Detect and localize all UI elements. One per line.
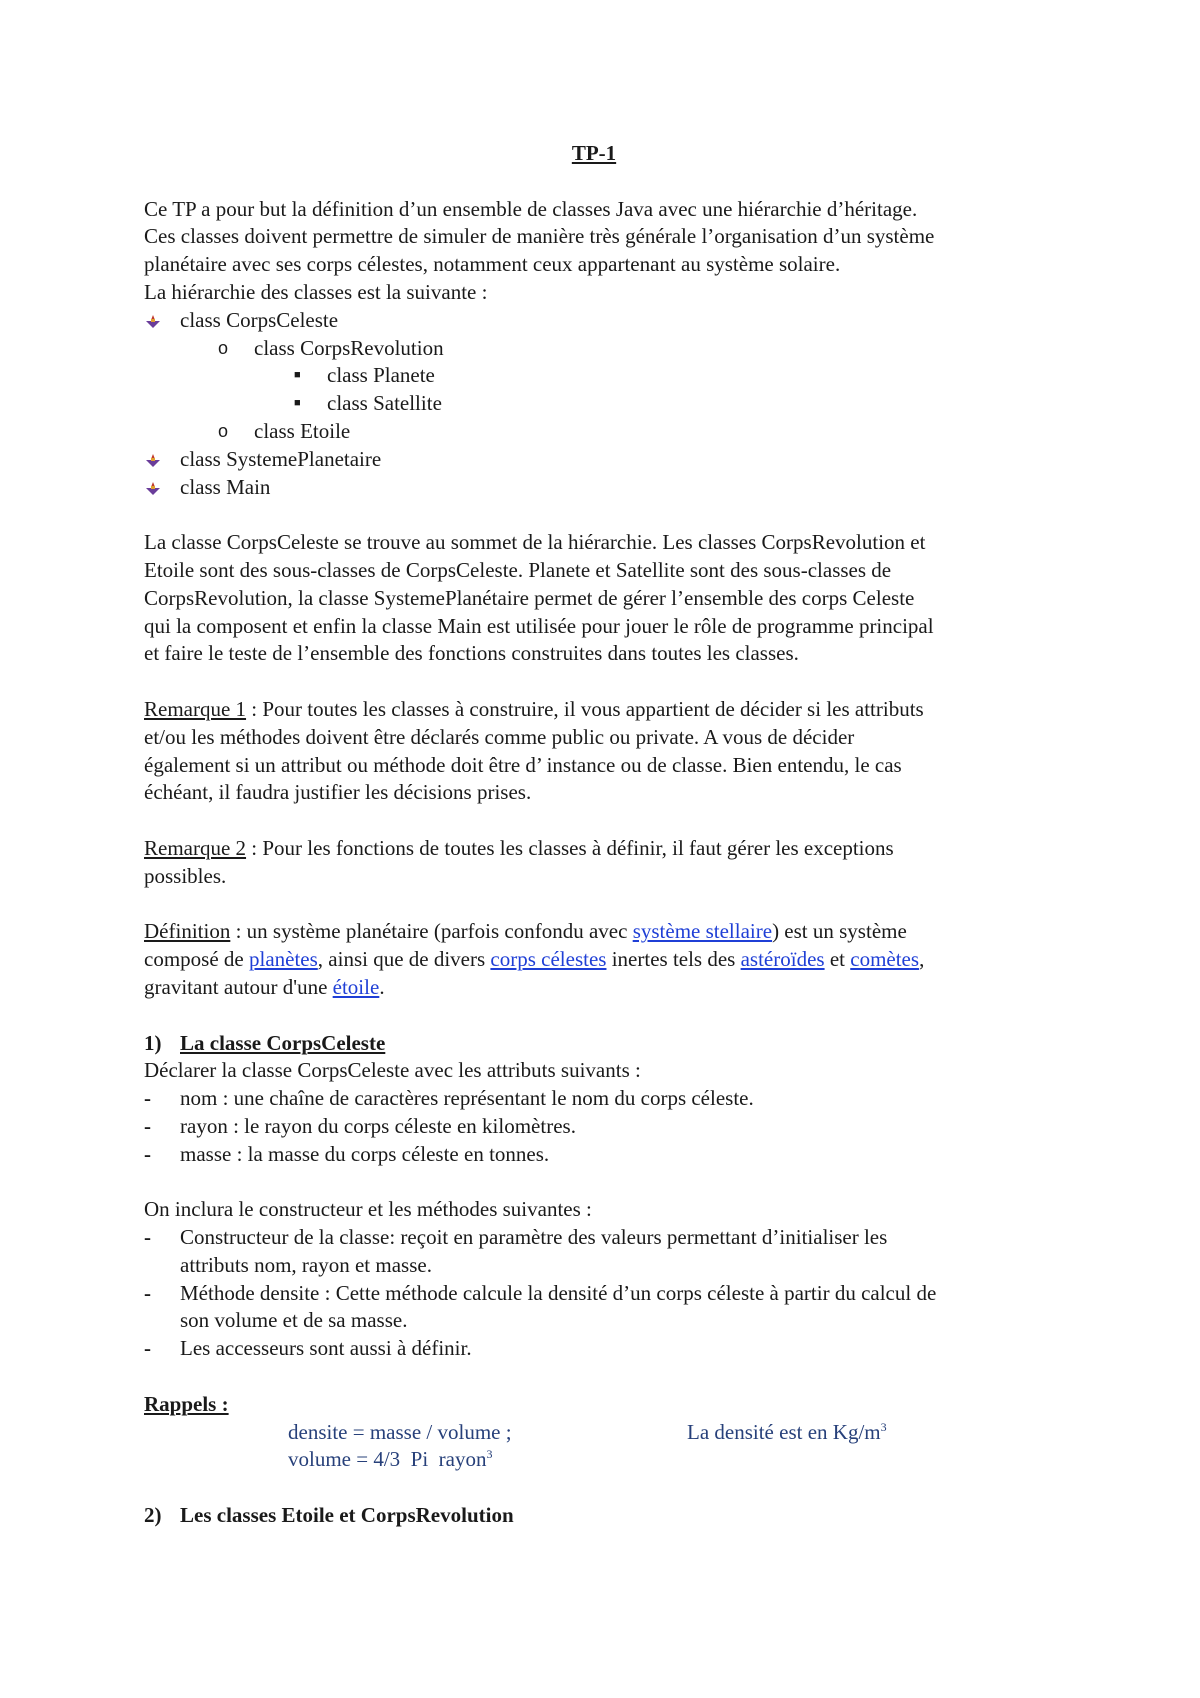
method-item: - Les accesseurs sont aussi à définir. (144, 1336, 472, 1361)
square-bullet-icon: ■ (294, 397, 301, 410)
hierarchy-item: ■ class Satellite (144, 390, 1064, 418)
methods-intro: On inclura le constructeur et les méthodes suivantes : (144, 1197, 592, 1222)
attribute-item: - masse : la masse du corps céleste en tonnes. (144, 1141, 550, 1166)
link-planetes[interactable]: planètes (248, 947, 318, 972)
remark-1-line: échéant, il faudra justifier les décisions prises. (144, 780, 532, 805)
definition-label: Définition (144, 919, 231, 944)
square-bullet-icon: ■ (294, 369, 301, 382)
method-item-cont: son volume et de sa masse. (180, 1308, 408, 1333)
link-systeme-stellaire[interactable]: système stellaire (632, 919, 773, 944)
definition-line: Définition : un système planétaire (parfois confondu avec système stellaire) est un système (144, 919, 907, 944)
section-1-intro: Déclarer la classe CorpsCeleste avec les attributs suivants : (144, 1058, 641, 1083)
description-line: La classe CorpsCeleste se trouve au sommet de la hiérarchie. Les classes CorpsRevolution et (144, 530, 926, 555)
intro-line: Ce TP a pour but la définition d’un ensemble de classes Java avec une hiérarchie d’héritage. (144, 196, 918, 221)
page-title: TP-1 (571, 141, 617, 165)
formula-density: densite = masse / volume ; La densité est en $Kg/m^3$ (144, 1419, 1064, 1447)
circle-bullet-icon: o (218, 337, 229, 358)
arrow-bullet-icon (146, 482, 160, 496)
definition-line: gravitant autour d'une étoile. (144, 974, 385, 999)
remark-1-line: également si un attribut ou méthode doit être d’ instance ou de classe. Bien entendu, le cas (144, 752, 902, 777)
document-page (144, 140, 1064, 1530)
link-asteroides[interactable]: astéroïdes (740, 947, 825, 972)
section-1-title: La classe CorpsCeleste (180, 1030, 386, 1055)
hierarchy-item: o class Etoile (144, 418, 1064, 446)
intro-line: planétaire avec ses corps célestes, notamment ceux appartenant au système solaire. (144, 252, 841, 277)
attribute-item: - rayon : le rayon du corps céleste en kilomètres. (144, 1113, 576, 1138)
link-etoile[interactable]: étoile (332, 974, 380, 999)
arrow-bullet-icon (146, 315, 160, 329)
remark-1-line: et/ou les méthodes doivent être déclarés comme public ou private. A vous de décider (144, 724, 855, 749)
intro-line: La hiérarchie des classes est la suivante : (144, 279, 488, 304)
attribute-item: - nom : une chaîne de caractères représentant le nom du corps céleste. (144, 1086, 754, 1111)
description-line: et faire le teste de l’ensemble des fonctions construites dans toutes les classes. (144, 641, 799, 666)
hierarchy-item: class CorpsCeleste (144, 307, 1064, 335)
hierarchy-item: o class CorpsRevolution (144, 335, 1064, 363)
method-item: - Constructeur de la classe: reçoit en paramètre des valeurs permettant d’initialiser les (144, 1225, 888, 1250)
definition-line: composé de planètes, ainsi que de divers corps célestes inertes tels des astéroïdes et comètes, (144, 947, 925, 972)
hierarchy-item: class SystemePlanetaire (144, 446, 1064, 474)
link-cometes[interactable]: comètes (850, 947, 920, 972)
section-2-heading: 2) Les classes Etoile et CorpsRevolution (144, 1503, 514, 1528)
intro-line: Ces classes doivent permettre de simuler de manière très générale l’organisation d’un système (144, 224, 935, 249)
rappels-label: Rappels : (144, 1391, 229, 1416)
method-item: - Méthode densite : Cette méthode calcule la densité d’un corps céleste à partir du calcul de (144, 1280, 937, 1305)
remark-2: Remarque 2 : Pour les fonctions de toutes les classes à définir, il faut gérer les exceptions (144, 835, 894, 860)
remark-2-line: possibles. (144, 863, 227, 888)
link-corps-celestes[interactable]: corps célestes (490, 947, 607, 972)
density-unit: La densité est en $Kg/m^3$ (687, 1419, 887, 1444)
hierarchy-item: class Main (144, 474, 1064, 502)
remark-label: Remarque 1 (144, 696, 247, 721)
method-item-cont: attributs nom, rayon et masse. (180, 1252, 432, 1277)
remark-label: Remarque 2 (144, 835, 247, 860)
arrow-bullet-icon (146, 454, 160, 468)
section-1-heading: 1) La classe CorpsCeleste (144, 1030, 386, 1055)
description-line: CorpsRevolution, la classe SystemePlanétaire permet de gérer l’ensemble des corps Celeste (144, 585, 915, 610)
formula-volume: volume = 4/3 Pi rayon$^3$ (288, 1447, 493, 1472)
circle-bullet-icon: o (218, 420, 229, 441)
hierarchy-item: ■ class Planete (144, 362, 1064, 390)
description-line: Etoile sont des sous-classes de CorpsCeleste. Planete et Satellite sont des sous-classes de (144, 557, 892, 582)
section-2-title: Les classes Etoile et CorpsRevolution (180, 1503, 514, 1528)
remark-1: Remarque 1 : Pour toutes les classes à construire, il vous appartient de décider si les attributs (144, 696, 924, 721)
description-line: qui la composent et enfin la classe Main est utilisée pour jouer le rôle de programme principal (144, 613, 934, 638)
